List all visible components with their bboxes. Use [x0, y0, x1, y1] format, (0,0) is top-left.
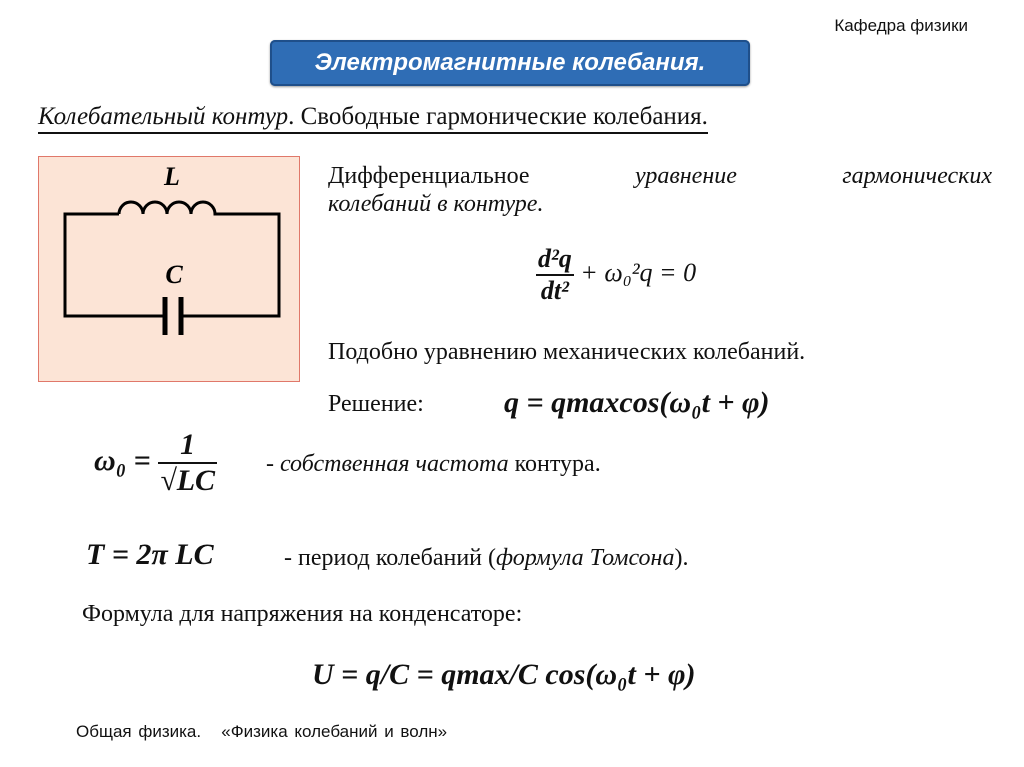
- own-frequency-desc-rest: контура.: [508, 451, 601, 477]
- diff-line2: колебаний в контуре.: [328, 191, 544, 217]
- diff-formula-rest: + ω₀²q = 0: [580, 257, 697, 287]
- circuit-wire-right: [183, 214, 279, 316]
- period-desc: [284, 544, 688, 572]
- period-desc-italic: формула Томсона: [496, 545, 675, 571]
- diff-formula-denominator: dt²: [536, 274, 574, 306]
- own-frequency-desc: [266, 450, 601, 478]
- diff-word3: гармонических: [842, 163, 992, 189]
- circuit-svg: [39, 157, 301, 383]
- own-frequency-denominator-wrap: √LC: [160, 464, 216, 497]
- footer: [76, 722, 447, 742]
- own-frequency-desc-italic: - собственная частота: [266, 451, 509, 477]
- period-desc-pre: - период колебаний (: [284, 545, 496, 571]
- subtitle-italic: Колебательный контур: [38, 103, 289, 130]
- footer-left: Общая физика.: [76, 722, 202, 741]
- lc-circuit-diagram: [38, 156, 300, 382]
- own-frequency-denominator: LC: [176, 464, 216, 497]
- capacitor-label: C: [165, 260, 183, 289]
- footer-right: «Физика колебаний и волн»: [221, 722, 448, 741]
- slide-title: Электромагнитные колебания.: [314, 49, 706, 76]
- diff-equation-text: [328, 162, 992, 218]
- analogy-text: Подобно уравнению механических колебаний.: [328, 339, 806, 365]
- diff-formula-numerator: d²q: [538, 244, 572, 273]
- period-formula: T = 2π LC: [86, 538, 214, 571]
- circuit-wire-left: [65, 214, 163, 316]
- period-desc-post: ).: [674, 545, 689, 571]
- diff-equation-formula: [536, 244, 696, 306]
- own-frequency-numerator: 1: [180, 428, 196, 461]
- department-label: Кафедра физики: [834, 16, 968, 35]
- inductor-coil: [119, 202, 225, 214]
- solution-label: Решение:: [328, 391, 424, 417]
- diff-word2: уравнение: [635, 163, 737, 189]
- voltage-heading: Формула для напряжения на конденсаторе:: [82, 601, 523, 627]
- omega0-lhs: ω₀ =: [94, 443, 151, 477]
- slide-title-banner: [270, 40, 750, 86]
- inductor-label: L: [164, 162, 180, 191]
- diff-word1: Дифференциальное: [328, 163, 530, 189]
- voltage-formula: U = q/C = qmax/C cos(ω₀t + φ): [312, 658, 696, 691]
- own-frequency-formula: [94, 428, 217, 498]
- subtitle: [38, 102, 708, 134]
- subtitle-rest: . Свободные гармонические колебания.: [288, 103, 708, 130]
- solution-formula: q = qmaxcos(ω₀t + φ): [504, 386, 770, 419]
